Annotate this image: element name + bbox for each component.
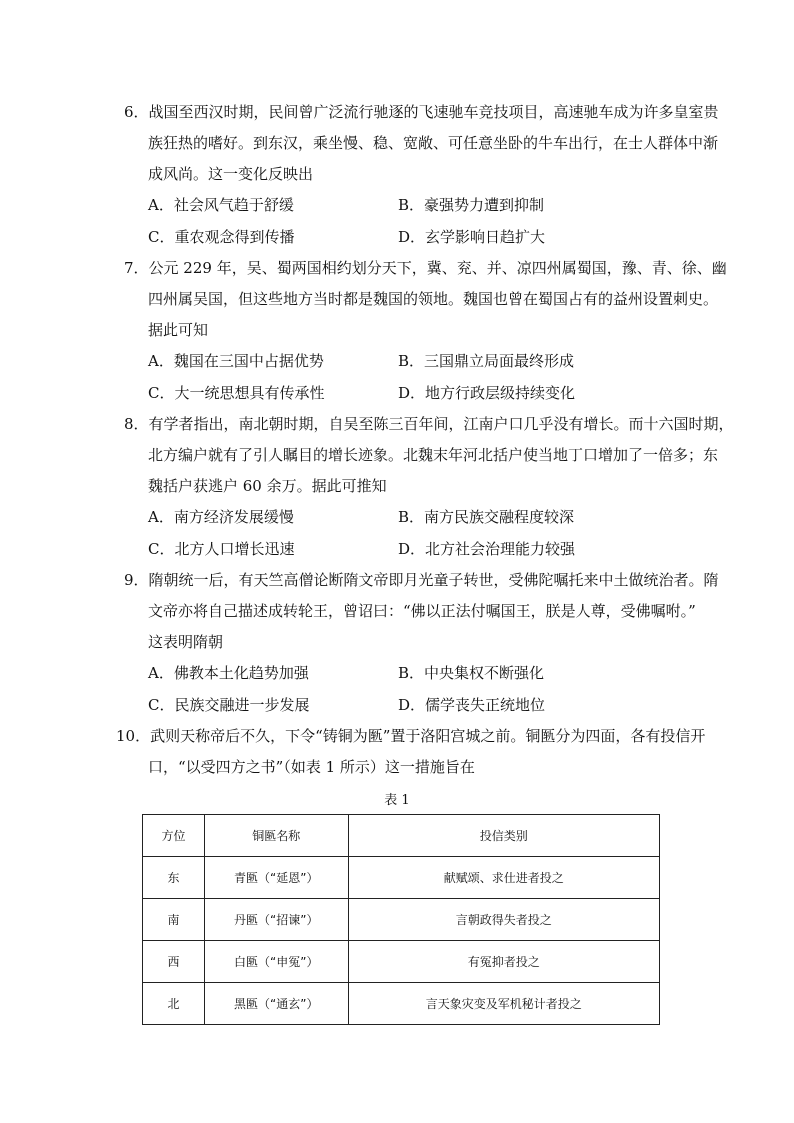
cell-direction: 北 xyxy=(143,983,205,1025)
header-box-name: 铜匦名称 xyxy=(204,815,348,857)
question-6-stem-line-3: 成风尚。这一变化反映出 xyxy=(148,165,314,183)
question-10-stem-line-2: 口，“以受四方之书”（如表 1 所示）这一措施旨在 xyxy=(148,758,475,776)
cell-direction: 西 xyxy=(143,941,205,983)
table-row xyxy=(143,983,660,1025)
cell-box-name: 白匦（“申冤”） xyxy=(204,941,348,983)
table-header-row xyxy=(143,815,660,857)
header-letter-type: 投信类别 xyxy=(348,815,659,857)
question-6-option-c: C．重农观念得到传播 xyxy=(148,228,295,246)
table-row xyxy=(143,899,660,941)
question-9-stem-line-1: 9．隋朝统一后，有天竺高僧论断隋文帝即月光童子转世，受佛陀嘱托来中土做统治者。隋 xyxy=(124,571,719,589)
question-9-option-c: C．民族交融进一步发展 xyxy=(148,696,310,714)
question-8-stem-line-3: 魏括户获逃户 60 余万。据此可推知 xyxy=(148,477,387,495)
question-7-option-b: B．三国鼎立局面最终形成 xyxy=(398,352,575,370)
question-8-option-d: D．北方社会治理能力较强 xyxy=(398,540,576,558)
cell-direction: 东 xyxy=(143,857,205,899)
question-6-option-d: D．玄学影响日趋扩大 xyxy=(398,228,546,246)
question-7-stem-line-3: 据此可知 xyxy=(148,321,209,339)
cell-box-name: 丹匦（“招谏”） xyxy=(204,899,348,941)
question-9-stem-line-2: 文帝亦将自己描述成转轮王，曾诏曰：“佛以正法付嘱国王，朕是人尊，受佛嘱咐。” xyxy=(148,602,696,620)
question-9-option-d: D．儒学丧失正统地位 xyxy=(398,696,546,714)
question-9-option-b: B．中央集权不断强化 xyxy=(398,664,545,682)
cell-letter-type: 言天象灾变及军机秘计者投之 xyxy=(348,983,659,1025)
question-7-option-d: D．地方行政层级持续变化 xyxy=(398,384,576,402)
cell-direction: 南 xyxy=(143,899,205,941)
question-8-option-c: C．北方人口增长迅速 xyxy=(148,540,295,558)
question-8-stem-line-2: 北方编户就有了引人瞩目的增长迹象。北魏末年河北括户使当地丁口增加了一倍多；东 xyxy=(148,446,719,464)
question-9-option-a: A．佛教本土化趋势加强 xyxy=(148,664,309,682)
question-6-option-a: A．社会风气趋于舒缓 xyxy=(148,196,294,214)
question-7-stem-line-2: 四州属吴国，但这些地方当时都是魏国的领地。魏国也曾在蜀国占有的益州设置刺史。 xyxy=(148,290,719,308)
cell-box-name: 青匦（“延恩”） xyxy=(204,857,348,899)
cell-letter-type: 献赋颂、求仕进者投之 xyxy=(348,857,659,899)
cell-letter-type: 言朝政得失者投之 xyxy=(348,899,659,941)
question-10-stem-line-1: 10．武则天称帝后不久，下令“铸铜为匦”置于洛阳宫城之前。铜匦分为四面，各有投信开 xyxy=(116,727,706,745)
question-9-stem-line-3: 这表明隋朝 xyxy=(148,633,224,651)
question-6-option-b: B．豪强势力遭到抑制 xyxy=(398,196,545,214)
question-7-stem-line-1: 7．公元 229 年，吴、蜀两国相约划分天下，冀、兖、并、凉四州属蜀国，豫、青、徐、幽 xyxy=(124,259,727,277)
question-6-stem-line-2: 族狂热的嗜好。到东汉，乘坐慢、稳、宽敞、可任意坐卧的牛车出行，在士人群体中渐 xyxy=(148,134,719,152)
question-8-option-a: A．南方经济发展缓慢 xyxy=(148,508,294,526)
table-row xyxy=(143,941,660,983)
table-caption: 表 1 xyxy=(384,793,410,808)
copper-box-table xyxy=(142,814,660,1025)
question-6-stem-line-1: 6．战国至西汉时期，民间曾广泛流行驰逐的飞速驰车竞技项目，高速驰车成为许多皇室贵 xyxy=(124,103,719,121)
question-7-option-c: C．大一统思想具有传承性 xyxy=(148,384,325,402)
cell-letter-type: 有冤抑者投之 xyxy=(348,941,659,983)
question-8-option-b: B．南方民族交融程度较深 xyxy=(398,508,575,526)
question-7-option-a: A．魏国在三国中占据优势 xyxy=(148,352,324,370)
header-direction: 方位 xyxy=(143,815,205,857)
table-row xyxy=(143,857,660,899)
cell-box-name: 黑匦（“通玄”） xyxy=(204,983,348,1025)
question-8-stem-line-1: 8．有学者指出，南北朝时期，自吴至陈三百年间，江南户口几乎没有增长。而十六国时期， xyxy=(124,415,734,433)
